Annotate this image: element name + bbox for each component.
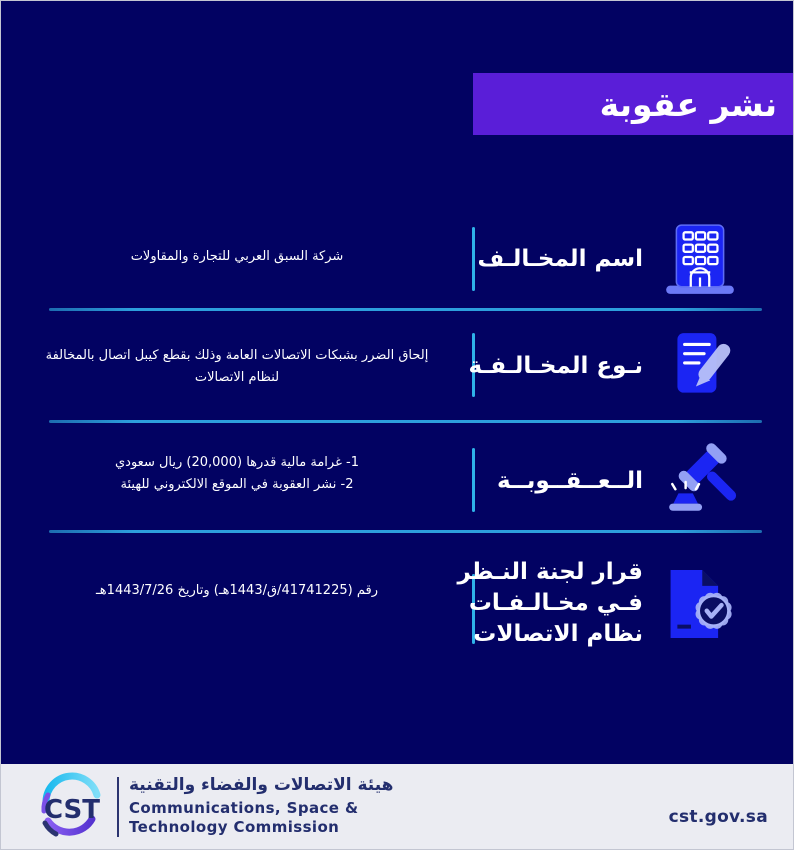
value-violator-name: شركة السبق العربي للتجارة والمقاولات [130,249,344,264]
label-committee-decision [457,557,643,650]
value-decision-number: رقم (41741225/ق/1443هـ) وتاريخ 1443/7/26هـ [96,583,378,598]
value-violation-type-line2: لنظام الاتصالات [194,370,280,385]
cst-logo [34,771,108,845]
label-violator-name: اسم المخـالـف [477,246,643,272]
value-penalty-line1: 1- غرامة مالية قدرها (20,000) ريال سعودي [115,455,359,470]
accent-line-row3 [472,448,475,512]
document-pen-icon [657,327,743,405]
row-committee-decision [457,556,743,651]
value-penalty-line2: 2- نشر العقوبة في الموقع الالكتروني للهيئة [120,477,354,492]
label-violation-type: نـوع المخـالـفـة [468,353,643,379]
label-penalty: الــعــقــوبــة [497,468,643,494]
label-committee-line3: نظام الاتصالات [473,621,643,647]
row-violator-name [478,221,743,297]
divider [49,308,762,311]
org-name-english [129,799,358,837]
building-icon [657,220,743,298]
document-check-icon [657,561,743,647]
label-committee-line2: فـي مخـالـفـات [468,590,643,616]
footer [1,764,793,849]
divider [49,420,762,423]
page-title: نشر عقوبة [473,73,793,135]
cst-logo-text: CST [43,795,101,825]
footer-logo-divider [117,777,119,837]
gavel-icon [657,442,743,520]
label-committee-line1: قرار لجنة النـظر [457,559,643,585]
org-name-english-line2: Technology Commission [129,818,340,836]
divider [49,530,762,533]
org-name-arabic: هيئة الاتصالات والفضاء والتقنية [129,775,394,795]
value-violation-type-line1: إلحاق الضرر بشبكات الاتصالات العامة وذلك بقطع كيبل اتصال بالمخالفة [45,348,429,363]
row-violation-type [468,328,743,404]
website-link[interactable]: cst.gov.sa [668,807,768,827]
row-penalty [497,443,743,519]
org-name-english-line1: Communications, Space & [129,799,359,817]
accent-line-row1 [472,227,475,291]
